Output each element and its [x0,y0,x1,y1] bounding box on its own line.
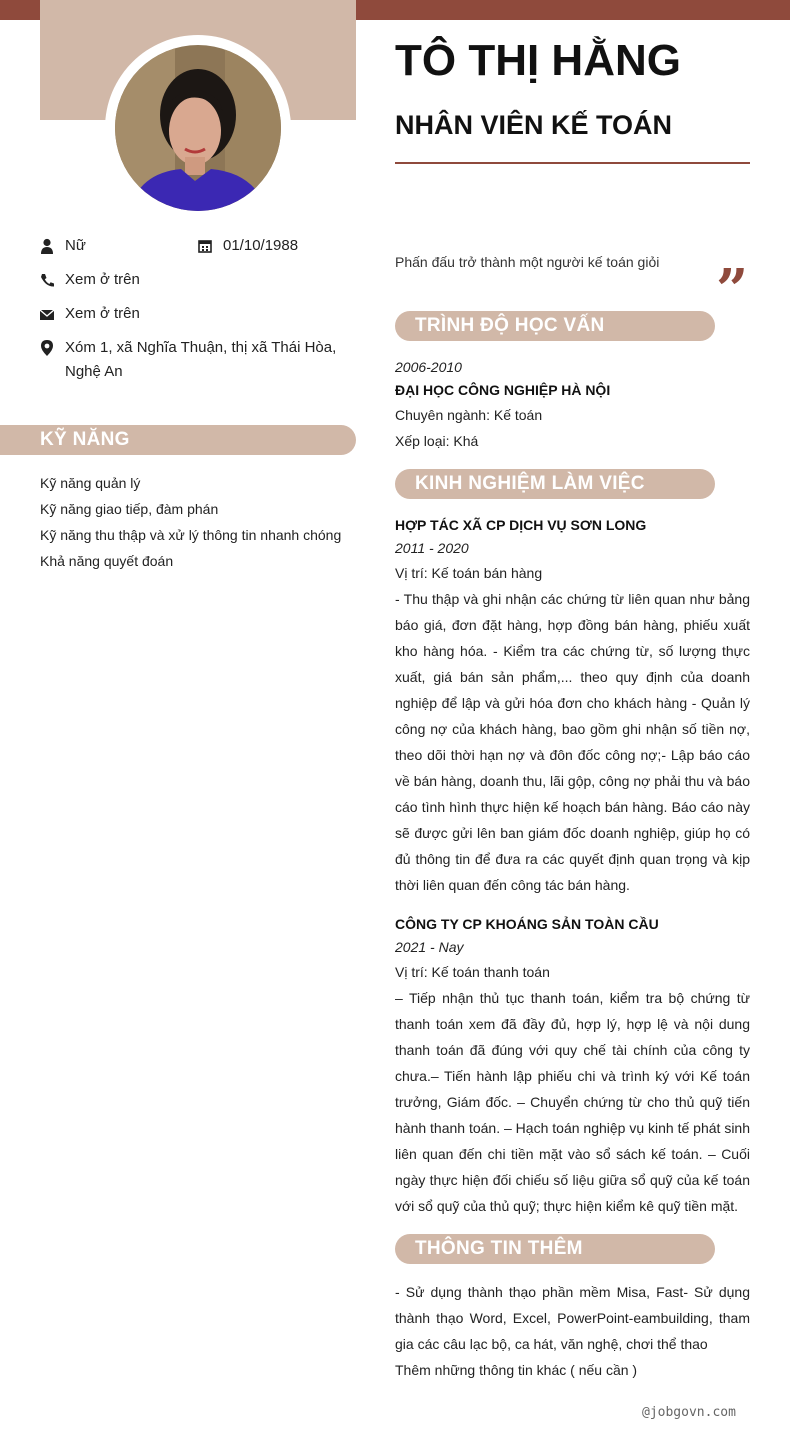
gender-value: Nữ [65,237,86,254]
additional-info-text: - Sử dụng thành thạo phần mềm Misa, Fast- Sử dụng thành thạo Word, Excel, PowerPoint-eambuilding, tham gia các câu lạc bộ, ca hát, văn nghệ, chơi thể thao [395,1284,750,1352]
skill-item: Kỹ năng quản lý [40,475,141,491]
education-school: ĐẠI HỌC CÔNG NGHIỆP HÀ NỘI [395,382,611,398]
birthday-value: 01/10/1988 [223,237,299,254]
email-icon [40,306,54,322]
education-grade: Xếp loại: Khá [395,433,479,449]
job-title: NHÂN VIÊN KẾ TOÁN [395,110,673,140]
skill-item: Khả năng quyết đoán [40,553,174,569]
title-divider [395,162,750,164]
email-value[interactable]: Xem ở trên [65,305,140,322]
watermark: @jobgovn.com [642,1405,736,1420]
job-description: – Tiếp nhận thủ tục thanh toán, kiểm tra bộ chứng từ thanh toán xem đã đầy đủ, hợp lý, hợp lệ và nội dung thanh toán đã đúng với quy chế tài chính của công ty chưa.– Tiến hành lập phiếu chi và trình ký với Kế toán trưởng, Giám đốc. – Chuyển chứng từ cho thủ quỹ tiến hành thanh toán. – Hạch toán nghiệp vụ kinh tế phát sinh liên quan đến chi tiền mặt vào sổ sách kế toán. – Cuối ngày thực hiện đối chiếu số liệu giữa sổ quỹ của kế toán với sổ quỹ của thủ quỹ; thực hiện kiểm kê quỹ tiền mặt. [395,990,750,1214]
job-period: 2011 - 2020 [395,540,469,556]
phone-value[interactable]: Xem ở trên [65,271,140,288]
education-period: 2006-2010 [395,359,462,375]
job-company: HỢP TÁC XÃ CP DỊCH VỤ SƠN LONG [395,517,647,533]
location-pin-icon [40,340,54,356]
address-line-1: Xóm 1, xã Nghĩa Thuận, thị xã Thái Hòa, [65,339,337,356]
skill-item: Kỹ năng giao tiếp, đàm phán [40,501,219,517]
additional-info-note: Thêm những thông tin khác ( nếu cần ) [395,1362,638,1378]
education-heading: TRÌNH ĐỘ HỌC VẤN [395,311,715,341]
job-company: CÔNG TY CP KHOÁNG SẢN TOÀN CẦU [395,916,659,932]
career-objective: Phấn đấu trở thành một người kế toán giỏi [395,254,660,270]
address-line-2: Nghệ An [65,363,123,380]
additional-info-heading: THÔNG TIN THÊM [395,1234,715,1264]
job-description: - Thu thập và ghi nhận các chứng từ liên quan như bảng báo giá, đơn đặt hàng, hợp đồng bán hàng, phiếu xuất kho hàng hóa. - Kiểm tra các chứng từ, số lượng thực xuất, giá bán sản phẩm,... theo quy định của doanh nghiệp để lập và gửi hóa đơn cho khách hàng - Quản lý công nợ của khách hàng, bao gồm ghi nhận số tiền nợ, theo dõi thời hạn nợ và đôn đốc công nợ;- Lập báo cáo về bán hàng, doanh thu, lãi gộp, công nợ phải thu và báo cáo tình hình thực hiện kế hoạch bán hàng. Báo cáo này sẽ được gửi lên ban giám đốc doanh nghiệp, giúp họ có đủ thông tin để đưa ra các quyết định quan trọng và kịp thời liên quan đến công tác bán hàng. [395,591,750,893]
skills-heading: KỸ NĂNG [0,425,356,455]
quote-icon: ” [716,257,749,323]
experience-heading: KINH NGHIỆM LÀM VIỆC [395,469,715,499]
job-position: Vị trí: Kế toán bán hàng [395,565,543,581]
avatar [115,45,281,211]
job-position: Vị trí: Kế toán thanh toán [395,964,550,980]
phone-icon [40,272,54,288]
education-major: Chuyên ngành: Kế toán [395,407,543,423]
job-period: 2021 - Nay [395,939,464,955]
skill-item: Kỹ năng thu thập và xử lý thông tin nhanh chóng [40,527,342,543]
calendar-icon [198,238,212,254]
user-icon [40,238,54,254]
candidate-name: TÔ THỊ HẰNG [395,36,681,85]
